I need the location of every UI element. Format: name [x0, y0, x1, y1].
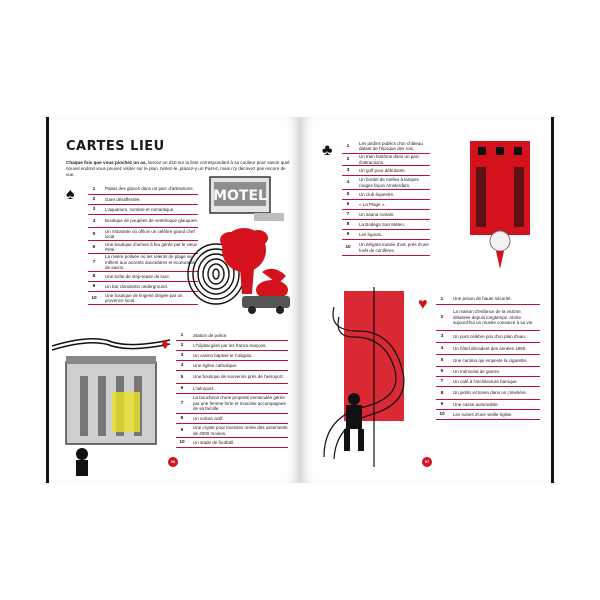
page-edge	[46, 117, 49, 483]
list-item-number: 8	[440, 390, 444, 396]
motel-sign	[210, 177, 284, 221]
list-item-text: Une boutique de souvenirs près de l'aéroport.	[193, 374, 284, 380]
list-item-text: Une boutique de lingerie dirigée par un provénce local.	[105, 292, 183, 303]
list-item	[342, 154, 430, 166]
list-item-text: L'aéroport.	[193, 385, 215, 391]
list-item	[176, 394, 288, 414]
list-item-number: 4	[440, 346, 444, 351]
list-item	[436, 343, 540, 355]
list-item-text: Un casino baptisé le Caligula.	[193, 352, 253, 358]
golf-tee-graphic	[496, 251, 504, 269]
list-item-number: 2	[346, 157, 350, 162]
list-item-text: Gare désaffectée.	[105, 196, 141, 202]
list-item-number: 3	[180, 353, 184, 358]
club-location-list	[342, 139, 430, 256]
list-item-number: 4	[92, 218, 96, 224]
list-item-text: Les jardins publics d'un château datant de l'époque des rois.	[359, 140, 423, 151]
list-item	[342, 210, 430, 220]
list-item-text: Un élégant musée d'art, près d'une forêt de conifères.	[359, 242, 429, 253]
list-item-number: 3	[92, 207, 96, 212]
list-item	[176, 424, 288, 438]
list-item-text: Un volcan actif.	[193, 415, 224, 421]
red-figure-graphic	[220, 228, 288, 300]
list-item-number: 7	[346, 212, 350, 217]
tower-collage	[440, 137, 546, 277]
list-item	[436, 355, 540, 367]
list-item	[436, 331, 540, 343]
list-item-text: Les ruines d'une vieille église.	[453, 411, 513, 417]
list-item-number: 3	[440, 334, 444, 339]
list-item	[436, 305, 540, 331]
list-item-text: Un club équestre.	[359, 191, 395, 197]
list-item	[436, 367, 540, 377]
list-item-text: Un ristorante où officie un célèbre grand chef local.	[105, 228, 195, 239]
list-item-text: Un bar clandestin underground.	[105, 283, 169, 289]
club-icon: ♣	[322, 142, 333, 159]
page-number: 97	[422, 457, 432, 467]
list-item	[436, 294, 540, 305]
page-edge	[551, 117, 554, 483]
list-item	[436, 377, 540, 387]
list-item-text: L'aquarium, sombre et romantique.	[105, 206, 175, 212]
list-item	[176, 361, 288, 371]
list-item-text: Une casse automobile.	[453, 401, 499, 407]
list-item	[436, 410, 540, 420]
list-item-number: 10	[439, 412, 445, 417]
list-item-number: 1	[440, 296, 444, 302]
list-item-text: Un pont célèbre pris d'un plan d'eau.	[453, 333, 527, 339]
list-item-number: 9	[180, 428, 184, 433]
list-item-number: 1	[92, 186, 96, 192]
list-item-text: Les égouts.	[359, 231, 383, 237]
list-item-text: L'hôpital géré par les francs-maçons.	[193, 342, 267, 348]
figure-graphic	[76, 448, 88, 476]
right-page	[300, 117, 554, 483]
list-item-text: La Bodega San Mateo.	[359, 221, 406, 227]
list-item-number: 1	[346, 143, 350, 149]
page-number: 96	[168, 457, 178, 467]
list-item	[176, 331, 288, 341]
list-item	[342, 200, 430, 210]
list-item-number: 8	[92, 274, 96, 279]
list-item	[176, 371, 288, 384]
list-item-number: 9	[440, 402, 444, 407]
list-item-number: 6	[180, 386, 184, 391]
list-item-text: Un bordel de ruelles à lampes rouges façon Amsterdam.	[359, 177, 419, 188]
list-item-number: 6	[440, 369, 444, 374]
list-item-number: 9	[92, 284, 96, 289]
list-item-number: 7	[440, 379, 444, 384]
list-item-number: 6	[346, 202, 350, 207]
list-item-number: 5	[346, 192, 350, 197]
barbed-wire-graphic	[52, 339, 170, 350]
spade-icon: ♠	[66, 186, 75, 203]
intro-bold: Chaque fois que vous piochez un as,	[66, 159, 147, 165]
list-item	[342, 220, 430, 230]
intro-text: lancez un d10 sur la liste correspondant à sa couleur pour savoir quel nouvel endroit vous pouvez visiter sur le plan. Notez-le, placez-y un Post-it, mais n'y décrivez pas encore de vue.	[66, 159, 290, 177]
list-item	[436, 387, 540, 400]
list-item-text: « La Plage ».	[359, 201, 386, 207]
list-item-number: 7	[92, 260, 96, 265]
list-item	[436, 400, 540, 410]
list-item-number: 3	[346, 168, 350, 173]
list-item-text: Un train fantôme dans un parc d'attractions.	[359, 154, 420, 165]
list-item-number: 2	[440, 315, 444, 320]
list-item-number: 2	[92, 197, 96, 202]
list-item-text: Une crypte pour touristes ornée des ossements de 4000 moines.	[193, 425, 288, 436]
list-item	[342, 190, 430, 200]
car-graphic	[242, 296, 290, 314]
heart-icon: ♥	[418, 296, 428, 313]
building-collage	[52, 332, 170, 482]
list-item-text: La boucherie d'une propreté immaculée gérée par une femme forte et musclée accompagnée de sa famille.	[193, 395, 287, 412]
list-item-text: La rivière polluée où les relents de plage se mêlent aux accents douceâtres et écœurants de savon.	[105, 254, 196, 271]
list-item-text: Une église catholique.	[193, 362, 238, 368]
list-item-text: Un stade de football.	[193, 439, 235, 445]
list-item-number: 4	[346, 180, 350, 185]
list-item-number: 10	[179, 440, 185, 445]
list-item-text: Boutique de poupées de ventriloque glauques.	[105, 218, 198, 224]
yellow-overlay	[112, 392, 140, 432]
list-item	[176, 384, 288, 394]
list-item-number: 10	[91, 295, 97, 301]
list-item-text: Un jardin victorien dans un cimetière.	[453, 390, 528, 396]
list-item-number: 5	[92, 231, 96, 237]
list-item-text: Un mémorial de guerre.	[453, 368, 501, 374]
list-item-number: 8	[346, 222, 350, 227]
list-item-text: Une prison de haute sécurité.	[453, 296, 512, 302]
list-item-text: Un café à l'architecture baroque.	[453, 378, 518, 384]
list-item-number: 10	[345, 245, 351, 250]
list-item-number: 5	[440, 358, 444, 363]
list-item-text: Une boutique d'armes à feu gérée par le vieux Pete.	[105, 241, 198, 252]
list-item-text: Une cantina qui empeste la cigarette.	[453, 357, 528, 363]
list-item	[176, 351, 288, 361]
list-item-text: Une boîte de strip-tease de luxe.	[105, 273, 171, 279]
list-item-number: 6	[92, 244, 96, 250]
list-item-text: Un sauna romain.	[359, 211, 395, 217]
heart-location-list	[436, 294, 540, 420]
list-item	[342, 166, 430, 176]
list-item	[342, 139, 430, 154]
list-item-text: La maison d'enfance de la victime, délabrée depuis longtemps. Abrite aujourd'hui un musée consacré à sa vie.	[453, 309, 534, 326]
golf-ball-graphic	[490, 231, 510, 251]
list-item	[176, 414, 288, 424]
list-item-text: Un golf pour débutants.	[359, 167, 406, 173]
left-page	[46, 117, 300, 483]
motel-collage	[182, 172, 300, 322]
staircase-collage	[314, 287, 424, 467]
list-item-number: 4	[180, 363, 184, 368]
motel-sign-text: MOTEL	[213, 188, 267, 204]
list-item-number: 8	[180, 416, 184, 421]
list-item	[342, 240, 430, 256]
diamond-location-list	[176, 331, 288, 448]
list-item-number: 1	[180, 333, 184, 338]
building-graphic	[66, 356, 156, 444]
list-item-number: 5	[180, 374, 184, 380]
list-item-number: 2	[180, 343, 184, 348]
list-item	[176, 438, 288, 448]
page-title: CARTES LIEU	[66, 139, 165, 154]
list-item	[342, 176, 430, 190]
list-item-text: Palais des glaces dans un parc d'attractions.	[105, 186, 194, 192]
list-item-text: Un hôtel décadent des années 1960.	[453, 345, 527, 351]
list-item-number: 9	[346, 232, 350, 237]
list-item	[176, 341, 288, 351]
open-book	[46, 117, 554, 483]
list-item-text: Station de police.	[193, 332, 228, 338]
list-item	[342, 230, 430, 240]
list-item-number: 7	[180, 401, 184, 406]
diamond-icon: ♦	[161, 336, 170, 353]
